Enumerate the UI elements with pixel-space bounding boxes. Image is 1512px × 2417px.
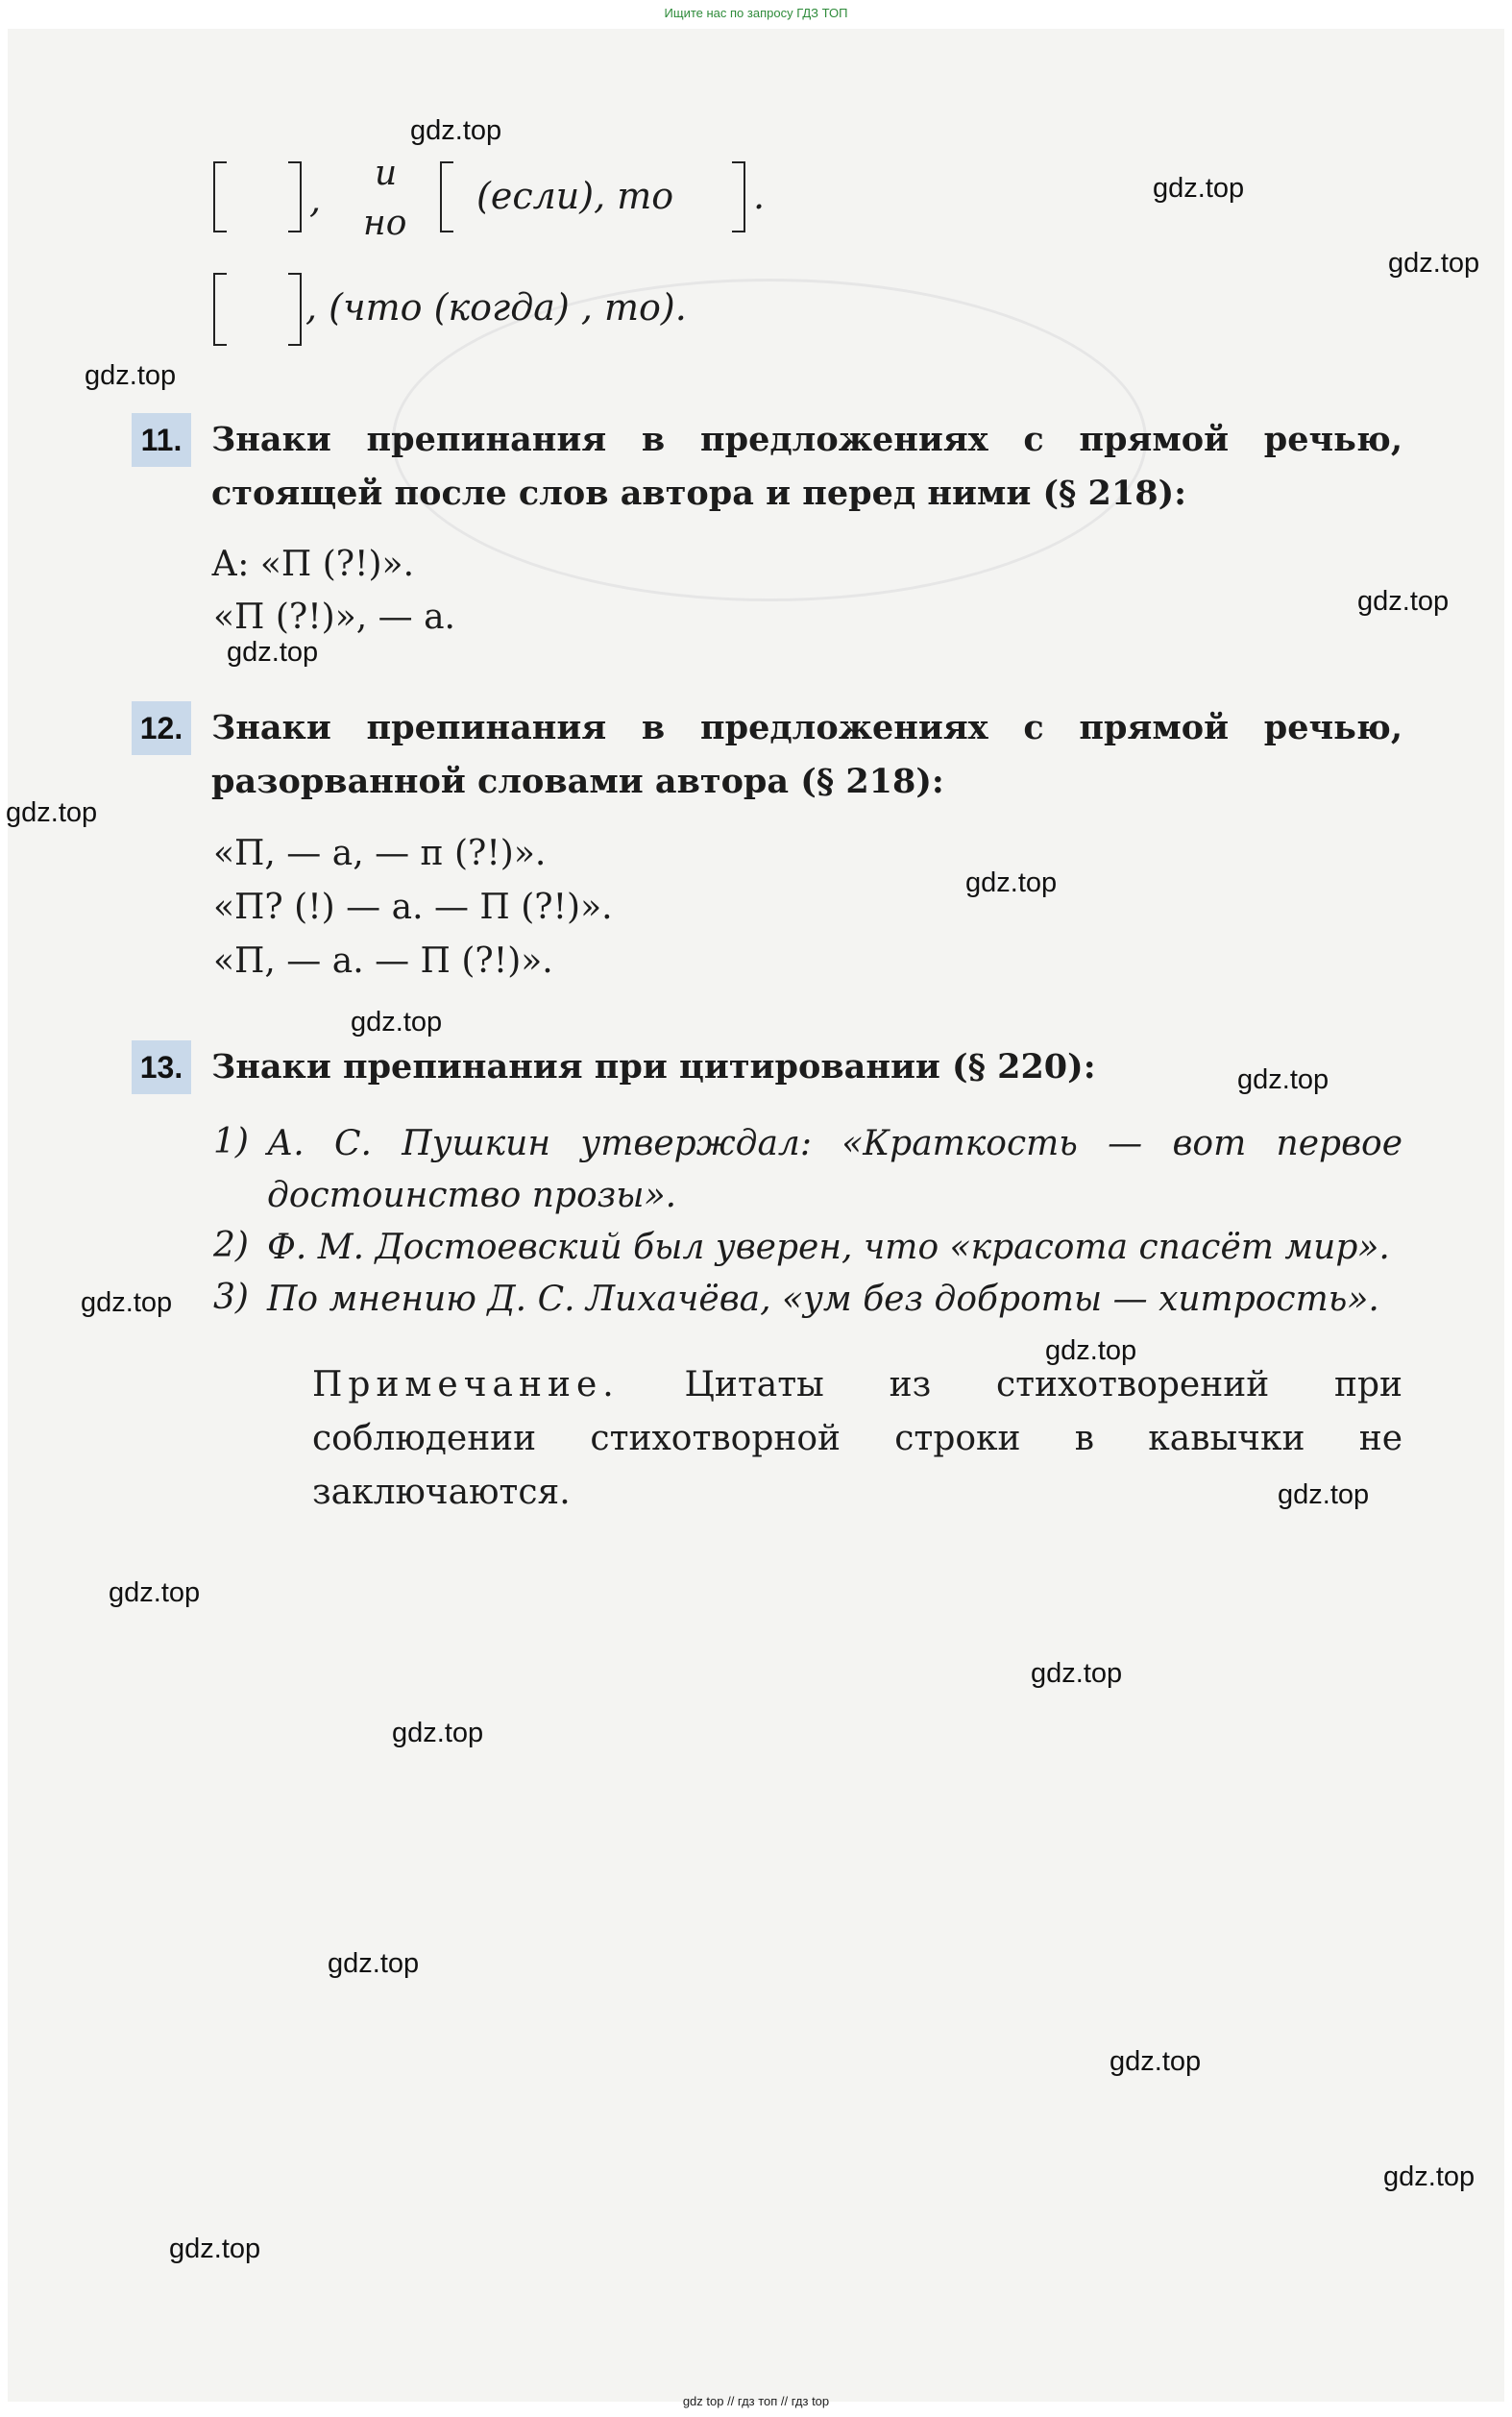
bracket-right-2 (732, 161, 745, 232)
formula-line: «П, — а, — п (?!)». (213, 834, 547, 873)
formula-line: «П, — а. — П (?!)». (213, 941, 553, 981)
period: . (753, 175, 766, 217)
watermark: gdz.top (227, 637, 319, 668)
note-text: Цитаты из стихотворений при соблюдении стихотворной строки в кавычки не заключаются. (312, 1365, 1402, 1512)
formula-line: «П (?!)», — а. (213, 598, 455, 637)
watermark: gdz.top (328, 1948, 420, 1979)
section-title: Знаки препинания в предложениях с прямой речью, стоящей после слов автора и перед ними (§ 218): (211, 420, 1402, 513)
watermark: gdz.top (1388, 248, 1480, 279)
watermark: gdz.top (85, 360, 177, 391)
watermark: gdz.top (410, 115, 502, 146)
bracket-left (213, 161, 227, 232)
watermark: gdz.top (1278, 1479, 1370, 1510)
section-number: 13. (132, 1040, 191, 1094)
watermark: gdz.top (169, 2234, 261, 2264)
watermark: gdz.top (1045, 1335, 1137, 1366)
section-title: Знаки препинания при цитировании (§ 220): (211, 1047, 1096, 1086)
scheme-2-text: , (что (когда) , то). (305, 286, 687, 329)
conj-top: и (375, 154, 398, 193)
bracket-left (213, 273, 227, 346)
watermark: gdz.top (1383, 2161, 1475, 2192)
bracket-right (288, 161, 302, 232)
bracket-right (288, 273, 302, 346)
formula-line: А: «П (?!)». (211, 545, 415, 584)
watermark: gdz.top (965, 867, 1058, 898)
scheme-1-text: (если), то (476, 175, 674, 217)
quote-item: А. С. Пушкин утверждал: «Краткость — вот первое достоинство прозы». (267, 1124, 1402, 1215)
section-title: Знаки препинания в предложениях с прямой речью, разорванной словами автора (§ 218): (211, 708, 1402, 801)
watermark: gdz.top (392, 1718, 484, 1748)
comma: , (309, 179, 322, 221)
conj-bottom: но (363, 204, 407, 243)
header-note: Ищите нас по запросу ГДЗ ТОП (664, 6, 848, 20)
bracket-left-2 (440, 161, 453, 232)
watermark: gdz.top (109, 1577, 201, 1608)
note (312, 1358, 1402, 1520)
watermark: gdz.top (1153, 173, 1245, 204)
footer-note: gdz top // гдз топ // гдз top (682, 2394, 830, 2408)
quote-item: Ф. М. Достоевский был уверен, что «красота спасёт мир». (267, 1228, 1390, 1267)
item-number: 3) (213, 1278, 249, 1317)
watermark: gdz.top (6, 797, 98, 828)
watermark: gdz.top (1357, 586, 1450, 617)
watermark: gdz.top (1110, 2046, 1202, 2077)
quote-item: По мнению Д. С. Лихачёва, «ум без доброты — хитрость». (267, 1280, 1379, 1319)
watermark: gdz.top (351, 1007, 443, 1038)
watermark: gdz.top (1237, 1064, 1329, 1095)
item-number: 2) (213, 1226, 249, 1265)
note-label: Примечание. (312, 1365, 620, 1404)
item-number: 1) (213, 1122, 249, 1161)
watermark: gdz.top (81, 1287, 173, 1318)
section-number: 11. (132, 413, 191, 467)
section-number: 12. (132, 701, 191, 755)
formula-line: «П? (!) — а. — П (?!)». (213, 888, 613, 927)
watermark: gdz.top (1031, 1658, 1123, 1689)
